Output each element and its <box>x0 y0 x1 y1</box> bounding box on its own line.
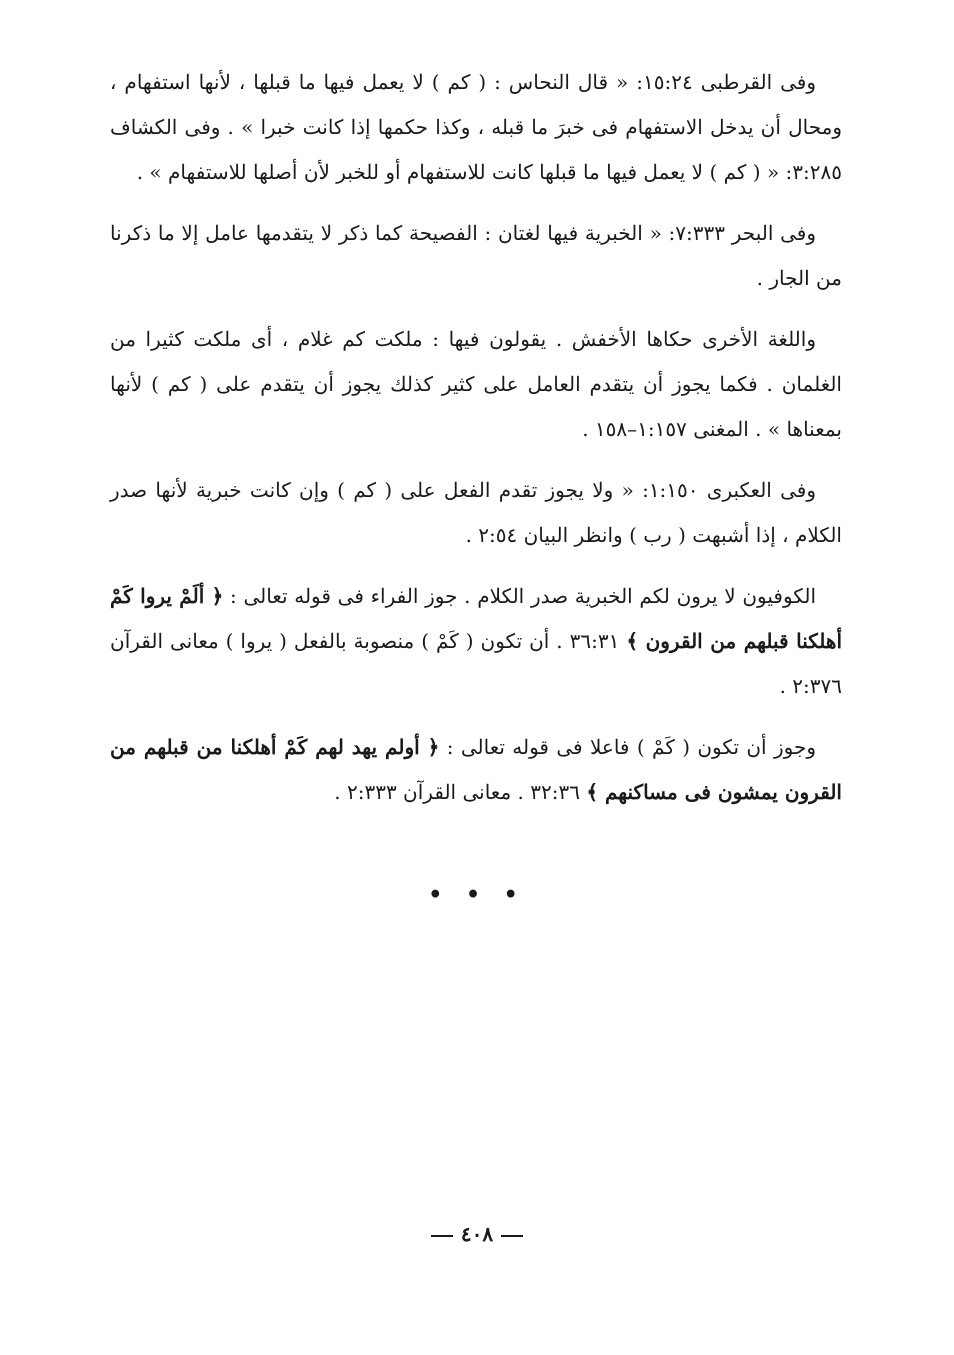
paragraph-akhfash <box>110 317 842 452</box>
footnotes-block <box>110 60 842 831</box>
page-number: ٤٠٨ <box>460 1222 494 1246</box>
quran-verse: ﴿ ألَمْ يروا كَمْ أهلكنا قبلهم من القرون ﴾ <box>110 584 843 653</box>
paragraph-text: وفى البحر ٧:٣٣٣: « الخبرية فيها لغتان : الفصيحة كما ذكر لا يتقدمها عامل إلا ما ذكرنا من الجار . <box>110 221 842 290</box>
dash-ornament <box>501 1235 523 1237</box>
paragraph-text: واللغة الأخرى حكاها الأخفش . يقولون فيها : ملكت كم غلام ، أى ملكت كثيرا من الغلمان . فكما يجوز أن يتقدم العامل على كثير كذلك يجوز أن يتقدم على ( كم ) لأنها بمعناها » . المغنى ١:١٥٧–١٥٨ . <box>110 327 842 441</box>
paragraph-text: ٣٦:٣١ . أن تكون ( كَمْ ) منصوبة بالفعل ( يروا ) معانى القرآن ٢:٣٧٦ . <box>110 629 842 698</box>
paragraph-text: وجوز أن تكون ( كَمْ ) فاعلا فى قوله تعالى : <box>439 735 816 759</box>
page-number-footer <box>0 1222 954 1246</box>
paragraph-qurtubi <box>110 60 842 195</box>
quran-verse: ﴿ أولم يهد لهم كَمْ أهلكنا من قبلهم من القرون يمشون فى مساكنهم ﴾ <box>110 735 842 804</box>
paragraph-text: ٣٢:٣٦ . معانى القرآن ٢:٣٣٣ . <box>334 780 587 804</box>
paragraph-bahr <box>110 211 842 301</box>
paragraph-kufiyyun <box>110 574 842 709</box>
paragraph-text: الكوفيون لا يرون لكم الخبرية صدر الكلام . جوز الفراء فى قوله تعالى : <box>223 584 817 608</box>
paragraph-ukbari <box>110 468 842 558</box>
section-divider: • • • <box>428 882 526 908</box>
paragraph-text: وفى العكبرى ١:١٥٠: « ولا يجوز تقدم الفعل على ( كم ) وإن كانت خبرية لأنها صدر الكلام ، إذا أشبهت ( رب ) وانظر البيان ٢:٥٤ . <box>110 478 842 547</box>
paragraph-text: وفى القرطبى ١٥:٢٤: « قال النحاس : ( كم ) لا يعمل فيها ما قبلها ، لأنها استفهام ، ومحال أن يدخل الاستفهام فى خبرَ ما قبله ، وكذا حكمها إذا كانت خبرا » . وفى الكشاف ٣:٢٨٥: « ( كم ) لا يعمل فيها ما قبلها كانت للاستفهام أو للخبر لأن أصلها للاستفهام » . <box>110 70 842 184</box>
paragraph-fail <box>110 725 842 815</box>
dash-ornament <box>431 1235 453 1237</box>
